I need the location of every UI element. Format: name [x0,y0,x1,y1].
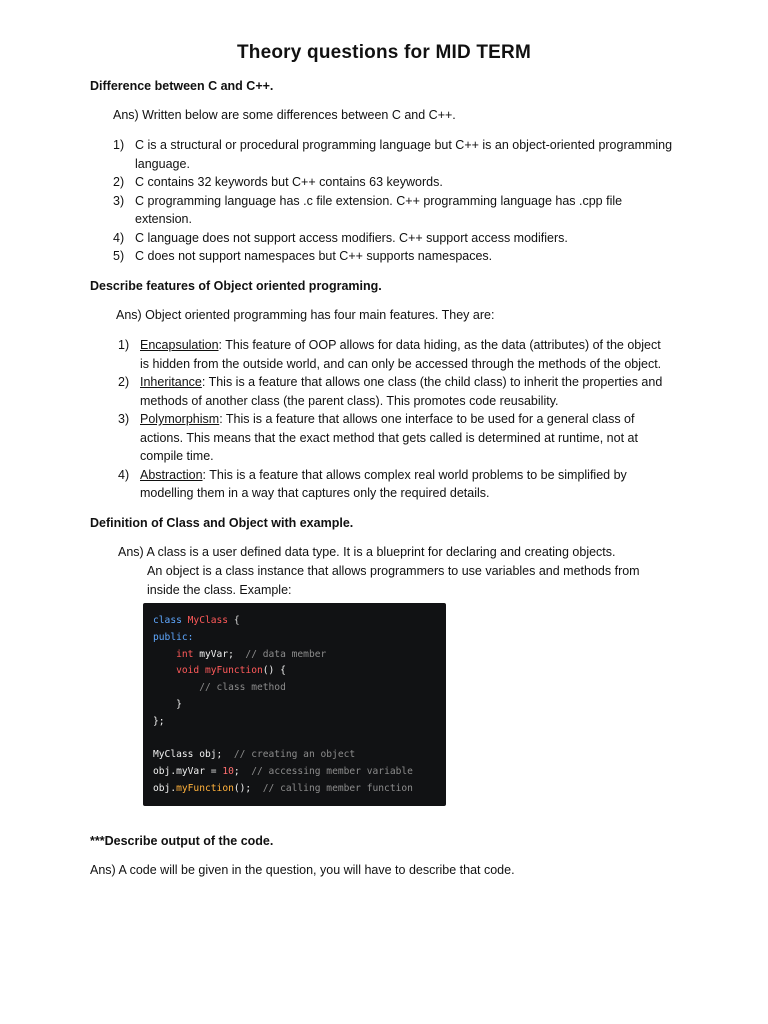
code-line: obj.myFunction(); // calling member function [153,782,413,794]
differences-list [113,136,713,266]
list-item: 4) Abstraction: This is a feature that allows complex real world problems to be simplified by modelling them in a way that captures only the required details. [118,467,627,500]
answer-line: Ans) A class is a user defined data type. It is a blueprint for declaring and creating objects. [118,545,616,559]
term-abstraction: Abstraction [140,467,203,482]
list-item: 2) Inheritance: This is a feature that allows one class (the child class) to inherit the properties and methods of another class (the parent class). This promotes code reusability. [118,375,663,408]
code-line: obj.myVar = 10; // accessing member variable [153,766,413,778]
code-line: }; [153,715,165,727]
code-line: MyClass obj; // creating an object [153,749,356,761]
code-line: class MyClass { [153,615,240,626]
answer-intro: Ans) Object oriented programming has four main features. They are: [116,308,495,322]
code-line: public: [153,631,194,643]
list-item: 1) Encapsulation: This feature of OOP allows for data hiding, as the data (attributes) of the object is hidden from the outside world, and can only be accessed through the methods of the object. [118,338,662,371]
code-line: // class method [199,682,286,694]
list-item: 1) C is a structural or procedural programming language but C++ is an object-oriented programming language. [113,138,673,171]
code-line: void myFunction() { [176,665,286,677]
answer-line: An object is a class instance that allows programmers to use variables and methods from [147,564,640,578]
term-encapsulation: Encapsulation [140,338,219,352]
answer-intro: Ans) Written below are some differences between C and C++. [113,108,456,122]
heading-class-object: Definition of Class and Object with example. [90,516,354,530]
code-line: } [153,698,182,710]
list-item: 3) C programming language has .c file extension. C++ programming language has .cpp file extension. [113,193,623,226]
code-line-blank [153,731,446,748]
heading-oop-features: Describe features of Object oriented programing. [90,279,382,293]
list-item: 5) C does not support namespaces but C++ supports namespaces. [113,249,493,263]
page-title: Theory questions for MID TERM [237,42,531,63]
heading-describe-output: ***Describe output of the code. [90,834,274,848]
list-item: 2) C contains 32 keywords but C++ contains 63 keywords. [113,175,443,189]
list-item: 4) C language does not support access modifiers. C++ support access modifiers. [113,230,568,245]
code-example [143,603,446,806]
term-inheritance: Inheritance [140,375,202,389]
answer-intro: Ans) A code will be given in the question, you will have to describe that code. [90,863,515,877]
list-item: 3) Polymorphism: This is a feature that allows one interface to be used for a general class of actions. This means that the exact method that gets called is determined at runtime, not at compile time. [118,412,638,463]
term-polymorphism: Polymorphism [140,412,220,426]
heading-c-vs-cpp: Difference between C and C++. [90,79,274,93]
code-line: int myVar; // data member [176,648,327,660]
features-list [118,336,718,503]
answer-line: inside the class. Example: [147,583,292,597]
